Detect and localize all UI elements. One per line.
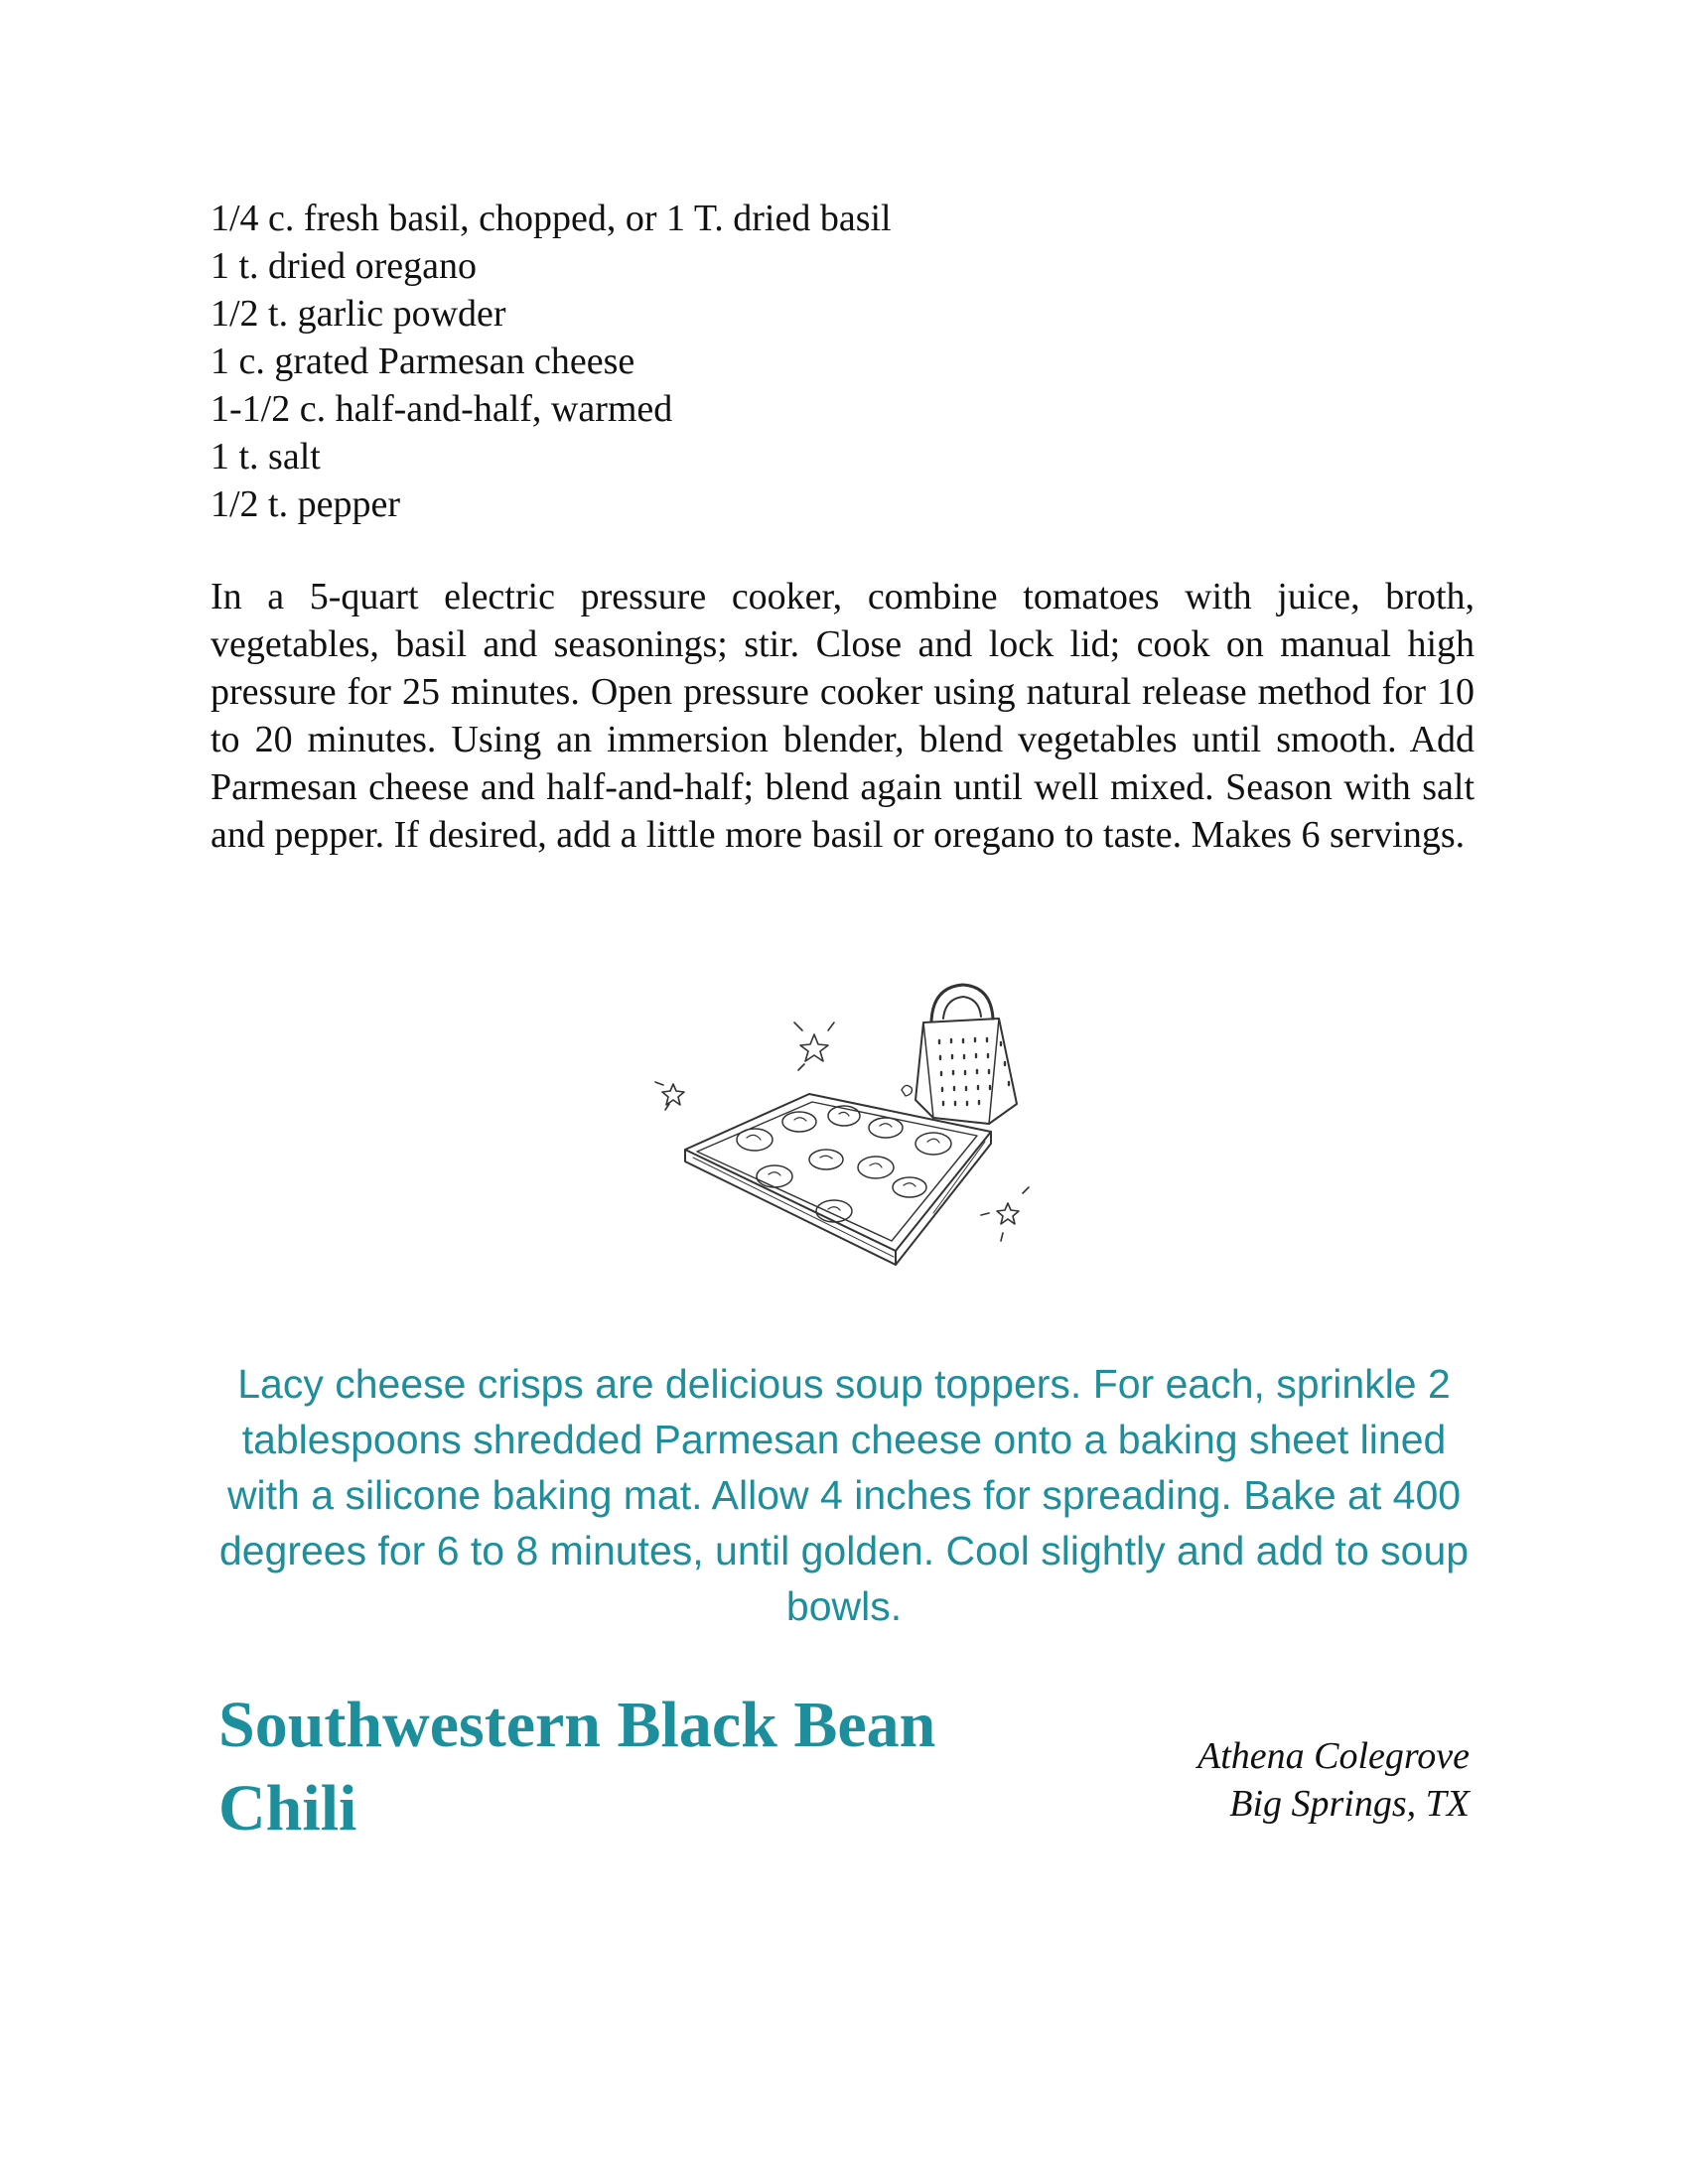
ingredient-item: 1 t. dried oregano [211,245,478,287]
sparkle-icon [655,1082,684,1110]
ingredient-item: 1/4 c. fresh basil, chopped, or 1 T. dried basil [211,198,892,239]
ingredient-item: 1-1/2 c. half-and-half, warmed [211,388,673,430]
baking-sheet-cheese-grater-icon [635,983,1053,1271]
sparkle-icon [794,1023,834,1070]
recipe-byline [1072,1732,1470,1828]
sparkle-icon [981,1187,1029,1241]
ingredient-item: 1/2 t. garlic powder [211,293,506,335]
cheese-grater-icon [915,985,1017,1124]
author-location: Big Springs, TX [1229,1783,1470,1825]
recipe-title: Southwestern Black Bean Chili [218,1689,936,1844]
ingredient-list [211,195,1481,528]
ingredient-item: 1/2 t. pepper [211,483,401,525]
ingredient-item: 1 c. grated Parmesan cheese [211,341,635,382]
cooking-tip: Lacy cheese crisps are delicious soup toppers. For each, sprinkle 2 tablespoons shredded Parmesan cheese onto a baking sheet lined with a silicone baking mat. Allow 4 inches for spreading. Bake at 400 degrees for 6 to 8 minutes, until golden. Cool slightly and add to soup bowls. [218,1361,1470,1629]
recipe-directions: In a 5-quart electric pressure cooker, combine tomatoes with juice, broth, vegetables, basil and seasonings; stir. Close and lock lid; cook on manual high pressure for 25 minutes. Open pressure cooker using natural release method for 10 to 20 minutes. Using an immersion blender, blend vegetables until smooth. Add Parmesan cheese and half-and-half; blend again until well mixed. Season with salt and pepper. If desired, add a little more basil or oregano to taste. Makes 6 servings. [211,576,1475,856]
author-name: Athena Colegrove [1196,1735,1470,1777]
ingredient-item: 1 t. salt [211,436,321,478]
